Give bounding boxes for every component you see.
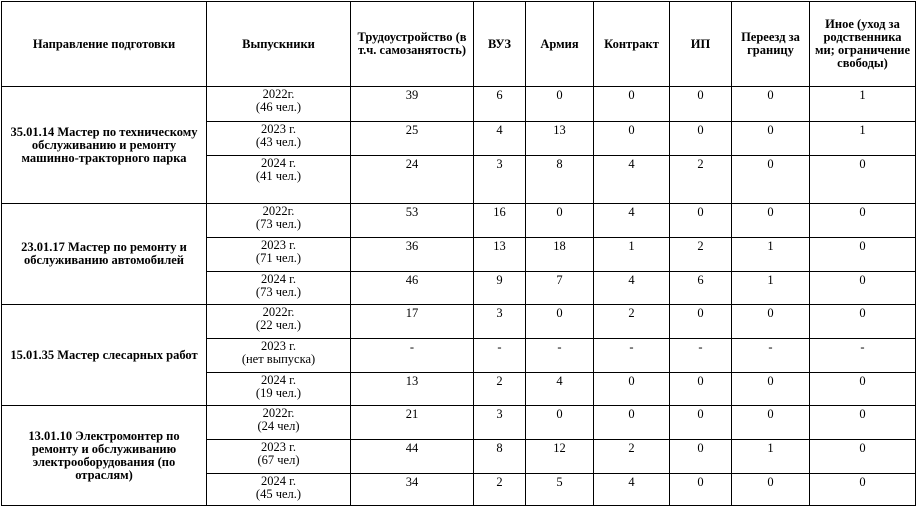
graduates-count: (19 чел.) — [255, 386, 302, 400]
vuz-cell: 3 — [474, 305, 526, 339]
direction-cell: 13.01.10 Электромонтер по ремонту и обслуживанию электрооборудования (по отраслям) — [2, 406, 207, 506]
vuz-cell: 13 — [474, 238, 526, 272]
direction-cell: 15.01.35 Мастер слесарных работ — [2, 305, 207, 406]
army-cell: 12 — [526, 440, 594, 474]
graduates-cell — [207, 204, 351, 238]
header-army: Армия — [526, 2, 594, 87]
employment-cell: 17 — [351, 305, 474, 339]
employment-cell: 13 — [351, 373, 474, 406]
graduation-year: 2022г. — [262, 204, 295, 218]
graduation-year: 2024 г. — [261, 373, 296, 387]
graduates-cell — [207, 474, 351, 506]
graduation-year: 2022г. — [262, 406, 295, 420]
graduates-cell — [207, 339, 351, 373]
other-cell: 1 — [810, 122, 916, 156]
graduates-cell — [207, 440, 351, 474]
contract-cell: 0 — [594, 406, 670, 440]
abroad-cell: 1 — [732, 272, 810, 305]
graduates-count: (67 чел) — [257, 453, 300, 467]
graduates-count: (45 чел.) — [255, 487, 302, 501]
graduation-year: 2024 г. — [261, 156, 296, 170]
header-abroad: Переезд за границу — [732, 2, 810, 87]
employment-cell: 46 — [351, 272, 474, 305]
contract-cell: 0 — [594, 87, 670, 122]
ip-cell: 6 — [670, 272, 732, 305]
vuz-cell: 2 — [474, 373, 526, 406]
vuz-cell: 6 — [474, 87, 526, 122]
direction-cell: 35.01.14 Мастер по техническому обслуживанию и ремонту машинно-тракторного парка — [2, 87, 207, 204]
employment-cell: 36 — [351, 238, 474, 272]
other-cell: 0 — [810, 305, 916, 339]
header-direction: Направление подготовки — [2, 2, 207, 87]
army-cell: - — [526, 339, 594, 373]
vuz-cell: 8 — [474, 440, 526, 474]
graduation-year: 2024 г. — [261, 272, 296, 286]
army-cell: 18 — [526, 238, 594, 272]
table-row — [2, 305, 916, 339]
header-employment: Трудоустройство (в т.ч. самозанятость) — [351, 2, 474, 87]
contract-cell: 4 — [594, 474, 670, 506]
ip-cell: 0 — [670, 122, 732, 156]
other-cell: 0 — [810, 156, 916, 204]
table-body — [2, 87, 916, 506]
vuz-cell: - — [474, 339, 526, 373]
vuz-cell: 16 — [474, 204, 526, 238]
ip-cell: 0 — [670, 87, 732, 122]
vuz-cell: 9 — [474, 272, 526, 305]
graduates-cell — [207, 305, 351, 339]
employment-cell: 34 — [351, 474, 474, 506]
employment-cell: 44 — [351, 440, 474, 474]
other-cell: 0 — [810, 204, 916, 238]
header-contract: Контракт — [594, 2, 670, 87]
header-ip: ИП — [670, 2, 732, 87]
ip-cell: 0 — [670, 474, 732, 506]
graduates-count: (нет выпуска) — [241, 352, 316, 366]
ip-cell: 0 — [670, 305, 732, 339]
army-cell: 4 — [526, 373, 594, 406]
header-graduates: Выпускники — [207, 2, 351, 87]
ip-cell: 0 — [670, 406, 732, 440]
graduates-cell — [207, 87, 351, 122]
abroad-cell: 0 — [732, 87, 810, 122]
army-cell: 0 — [526, 406, 594, 440]
abroad-cell: 0 — [732, 474, 810, 506]
graduates-count: (73 чел.) — [255, 285, 302, 299]
header-other: Иное (уход за родственника ми; ограничение свободы) — [810, 2, 916, 87]
employment-cell: 24 — [351, 156, 474, 204]
contract-cell: 1 — [594, 238, 670, 272]
table-row — [2, 87, 916, 122]
graduates-cell — [207, 272, 351, 305]
ip-cell: 0 — [670, 373, 732, 406]
other-cell: 0 — [810, 238, 916, 272]
direction-cell: 23.01.17 Мастер по ремонту и обслуживанию автомобилей — [2, 204, 207, 305]
abroad-cell: 0 — [732, 204, 810, 238]
ip-cell: 0 — [670, 440, 732, 474]
ip-cell: 0 — [670, 204, 732, 238]
graduates-cell — [207, 122, 351, 156]
contract-cell: 4 — [594, 204, 670, 238]
employment-cell: 39 — [351, 87, 474, 122]
abroad-cell: 0 — [732, 156, 810, 204]
graduation-year: 2023 г. — [261, 440, 296, 454]
vuz-cell: 4 — [474, 122, 526, 156]
graduates-count: (41 чел.) — [255, 169, 302, 183]
graduation-year: 2022г. — [262, 87, 295, 101]
army-cell: 7 — [526, 272, 594, 305]
graduates-cell — [207, 373, 351, 406]
ip-cell: 2 — [670, 238, 732, 272]
army-cell: 0 — [526, 87, 594, 122]
graduation-year: 2022г. — [262, 305, 295, 319]
contract-cell: 4 — [594, 272, 670, 305]
graduation-year: 2023 г. — [261, 339, 296, 353]
other-cell: 0 — [810, 406, 916, 440]
other-cell: 0 — [810, 474, 916, 506]
vuz-cell: 3 — [474, 406, 526, 440]
other-cell: 0 — [810, 440, 916, 474]
contract-cell: 4 — [594, 156, 670, 204]
contract-cell: 2 — [594, 305, 670, 339]
employment-cell: 25 — [351, 122, 474, 156]
graduation-year: 2024 г. — [261, 474, 296, 488]
vuz-cell: 3 — [474, 156, 526, 204]
abroad-cell: 0 — [732, 406, 810, 440]
other-cell: 0 — [810, 373, 916, 406]
graduates-count: (46 чел.) — [255, 100, 302, 114]
contract-cell: 2 — [594, 440, 670, 474]
army-cell: 0 — [526, 204, 594, 238]
other-cell: - — [810, 339, 916, 373]
other-cell: 1 — [810, 87, 916, 122]
army-cell: 13 — [526, 122, 594, 156]
table-row — [2, 204, 916, 238]
ip-cell: 2 — [670, 156, 732, 204]
contract-cell: - — [594, 339, 670, 373]
abroad-cell: 0 — [732, 373, 810, 406]
graduates-count: (22 чел.) — [255, 318, 302, 332]
contract-cell: 0 — [594, 122, 670, 156]
graduates-count: (24 чел) — [257, 419, 300, 433]
abroad-cell: 1 — [732, 440, 810, 474]
employment-cell: - — [351, 339, 474, 373]
graduates-cell — [207, 156, 351, 204]
graduates-cell — [207, 238, 351, 272]
ip-cell: - — [670, 339, 732, 373]
army-cell: 8 — [526, 156, 594, 204]
graduates-cell — [207, 406, 351, 440]
abroad-cell: - — [732, 339, 810, 373]
employment-cell: 53 — [351, 204, 474, 238]
army-cell: 0 — [526, 305, 594, 339]
graduates-count: (43 чел.) — [255, 135, 302, 149]
graduates-count: (73 чел.) — [255, 217, 302, 231]
vuz-cell: 2 — [474, 474, 526, 506]
abroad-cell: 1 — [732, 238, 810, 272]
abroad-cell: 0 — [732, 305, 810, 339]
graduation-year: 2023 г. — [261, 238, 296, 252]
table-row — [2, 406, 916, 440]
header-vuz: ВУЗ — [474, 2, 526, 87]
abroad-cell: 0 — [732, 122, 810, 156]
graduation-year: 2023 г. — [261, 122, 296, 136]
army-cell: 5 — [526, 474, 594, 506]
contract-cell: 0 — [594, 373, 670, 406]
graduates-count: (71 чел.) — [255, 251, 302, 265]
other-cell: 0 — [810, 272, 916, 305]
employment-cell: 21 — [351, 406, 474, 440]
graduates-table — [1, 1, 916, 506]
